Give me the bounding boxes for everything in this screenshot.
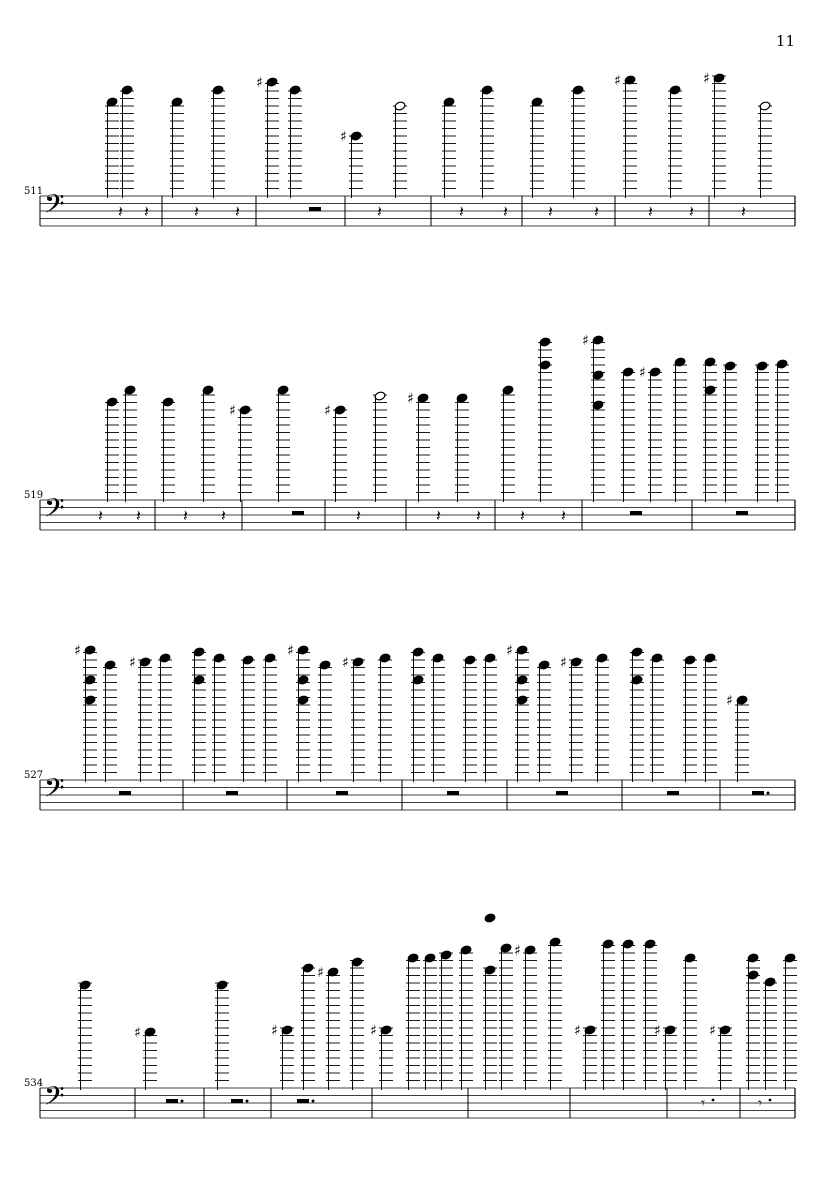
- sharp-icon: ♯: [324, 403, 331, 419]
- system-measure-number: 527: [24, 770, 44, 781]
- quarter-rest-icon: 𝄽: [98, 506, 103, 525]
- half-rest-icon: [226, 791, 238, 795]
- eighth-rest-icon: 𝄾: [701, 1094, 705, 1112]
- bass-clef-icon: 𝄢: [44, 492, 65, 530]
- sharp-icon: ♯: [229, 403, 236, 419]
- bass-clef-icon: 𝄢: [44, 188, 65, 226]
- half-rest-icon: [166, 1099, 178, 1103]
- dot-icon: [769, 1099, 772, 1102]
- quarter-rest-icon: 𝄽: [235, 202, 240, 221]
- sharp-icon: ♯: [709, 1023, 716, 1039]
- bass-clef-icon: 𝄢: [44, 772, 65, 810]
- dot-icon: [767, 792, 770, 795]
- half-rest-icon: [667, 791, 679, 795]
- half-rest-icon: [630, 511, 642, 515]
- quarter-rest-icon: 𝄽: [183, 506, 188, 525]
- sharp-icon: ♯: [342, 655, 349, 671]
- sharp-icon: ♯: [134, 1025, 141, 1041]
- eighth-rest-icon: 𝄾: [758, 1094, 762, 1112]
- quarter-rest-icon: 𝄽: [594, 202, 599, 221]
- quarter-rest-icon: 𝄽: [377, 202, 382, 221]
- quarter-rest-icon: 𝄽: [356, 506, 361, 525]
- sharp-icon: ♯: [726, 693, 733, 709]
- sharp-icon: ♯: [582, 333, 589, 349]
- half-rest-icon: [736, 511, 748, 515]
- sharp-icon: ♯: [256, 75, 263, 91]
- sharp-icon: ♯: [129, 655, 136, 671]
- page-number: 11: [775, 32, 795, 50]
- sharp-icon: ♯: [407, 391, 414, 407]
- half-rest-icon: [556, 791, 568, 795]
- quarter-rest-icon: 𝄽: [548, 202, 553, 221]
- half-rest-icon: [231, 1099, 243, 1103]
- sharp-icon: ♯: [74, 643, 81, 659]
- dot-icon: [246, 1100, 249, 1103]
- quarter-rest-icon: 𝄽: [136, 506, 141, 525]
- sharp-icon: ♯: [514, 943, 521, 959]
- sharp-icon: ♯: [639, 365, 646, 381]
- half-rest-icon: [309, 207, 321, 211]
- quarter-rest-icon: 𝄽: [689, 202, 694, 221]
- quarter-rest-icon: 𝄽: [118, 202, 123, 221]
- sharp-icon: ♯: [271, 1023, 278, 1039]
- sharp-icon: ♯: [574, 1023, 581, 1039]
- quarter-rest-icon: 𝄽: [648, 202, 653, 221]
- notehead: [484, 913, 496, 923]
- sharp-icon: ♯: [654, 1023, 661, 1039]
- half-rest-icon: [292, 511, 304, 515]
- quarter-rest-icon: 𝄽: [194, 202, 199, 221]
- half-rest-icon: [752, 791, 764, 795]
- quarter-rest-icon: 𝄽: [741, 202, 746, 221]
- dot-icon: [312, 1100, 315, 1103]
- quarter-rest-icon: 𝄽: [476, 506, 481, 525]
- dot-icon: [712, 1099, 715, 1102]
- half-rest-icon: [447, 791, 459, 795]
- sharp-icon: ♯: [703, 71, 710, 87]
- system-measure-number: 519: [24, 490, 44, 501]
- quarter-rest-icon: 𝄽: [520, 506, 525, 525]
- bass-clef-icon: 𝄢: [44, 1080, 65, 1118]
- sharp-icon: ♯: [287, 643, 294, 659]
- sharp-icon: ♯: [560, 655, 567, 671]
- quarter-rest-icon: 𝄽: [144, 202, 149, 221]
- dot-icon: [181, 1100, 184, 1103]
- half-rest-icon: [297, 1099, 309, 1103]
- sharp-icon: ♯: [614, 73, 621, 89]
- quarter-rest-icon: 𝄽: [436, 506, 441, 525]
- sharp-icon: ♯: [317, 965, 324, 981]
- system-measure-number: 534: [24, 1078, 44, 1089]
- quarter-rest-icon: 𝄽: [459, 202, 464, 221]
- quarter-rest-icon: 𝄽: [503, 202, 508, 221]
- quarter-rest-icon: 𝄽: [221, 506, 226, 525]
- half-rest-icon: [336, 791, 348, 795]
- sharp-icon: ♯: [340, 129, 347, 145]
- sharp-icon: ♯: [506, 643, 513, 659]
- quarter-rest-icon: 𝄽: [561, 506, 566, 525]
- half-rest-icon: [119, 791, 131, 795]
- sharp-icon: ♯: [370, 1023, 377, 1039]
- system-measure-number: 511: [24, 186, 44, 197]
